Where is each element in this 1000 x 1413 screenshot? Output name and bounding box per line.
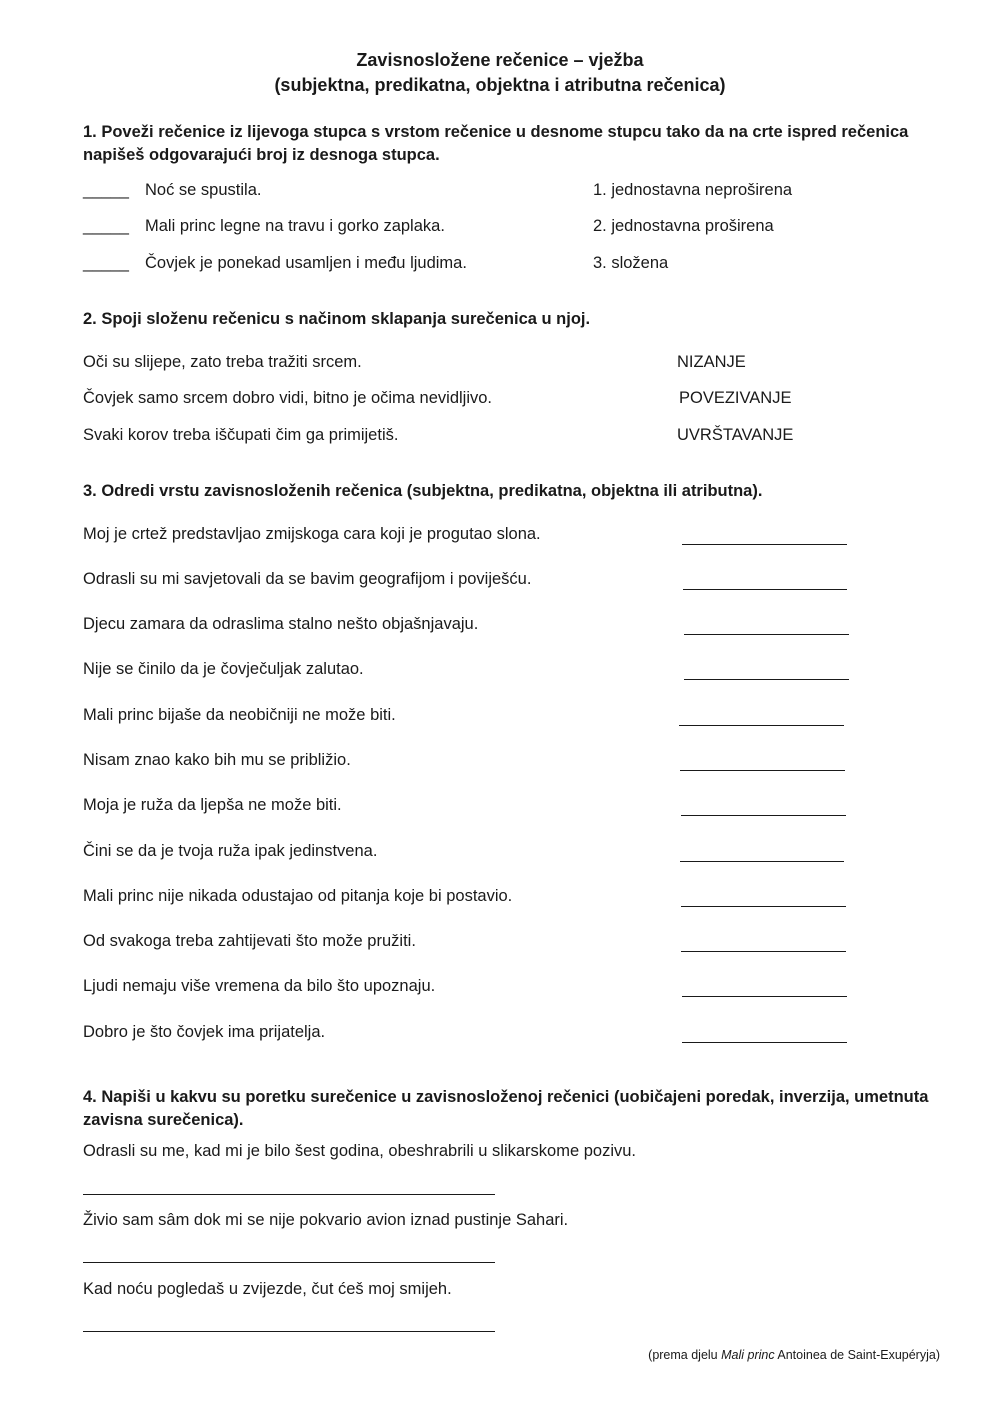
task3-sentence: Dobro je što čovjek ima prijatelja. xyxy=(83,1023,326,1041)
task4-sentence: Odrasli su me, kad mi je bilo šest godina, obeshrabrili u slikarskome pozivu. xyxy=(83,1142,636,1160)
task3-sentence: Nisam znao kako bih mu se približio. xyxy=(83,751,351,769)
task4-sentence: Kad noću pogledaš u zvijezde, čut ćeš moj smijeh. xyxy=(83,1280,452,1298)
task3-instruction: 3. Odredi vrstu zavisnosloženih rečenica (subjektna, predikatna, objektna ili atributna). xyxy=(83,482,763,500)
task4-instruction: 4. Napiši u kakvu su poretku surečenice u zavisnosloženoj rečenici (uobičajeni poredak, inverzija, umetnuta zavisna surečenica). xyxy=(83,1088,929,1129)
task1-sentence: Noć se spustila. xyxy=(145,181,262,199)
task2-method: NIZANJE xyxy=(677,353,746,371)
task2-method: UVRŠTAVANJE xyxy=(677,426,794,444)
task3-answer-line[interactable] xyxy=(681,890,846,907)
task3-answer-line[interactable] xyxy=(682,528,847,545)
task3-sentence: Mali princ nije nikada odustajao od pitanja koje bi postavio. xyxy=(83,887,513,905)
task3-sentence: Nije se činilo da je čovječuljak zalutao. xyxy=(83,660,364,678)
task2-sentence: Čovjek samo srcem dobro vidi, bitno je očima nevidljivo. xyxy=(83,389,493,407)
task3-answer-line[interactable] xyxy=(681,799,846,816)
task3-answer-line[interactable] xyxy=(684,618,849,635)
task3-answer-line[interactable] xyxy=(680,754,845,771)
task4-answer-line[interactable] xyxy=(83,1313,495,1332)
task3-answer-line[interactable] xyxy=(680,845,844,862)
task4-answer-line[interactable] xyxy=(83,1176,495,1195)
task1-blank[interactable]: _____ xyxy=(83,181,129,199)
task3-answer-line[interactable] xyxy=(683,573,847,590)
worksheet-subtitle: (subjektna, predikatna, objektna i atributna rečenica) xyxy=(274,75,726,95)
footnote-work-title: Mali princ xyxy=(721,1348,775,1362)
task3-answer-line[interactable] xyxy=(682,1026,847,1043)
task2-sentence: Svaki korov treba iščupati čim ga primijetiš. xyxy=(83,426,399,444)
task3-sentence: Moja je ruža da ljepša ne može biti. xyxy=(83,796,342,814)
task3-answer-line[interactable] xyxy=(681,935,846,952)
task3-sentence: Od svakoga treba zahtijevati što može pružiti. xyxy=(83,932,416,950)
task2-method: POVEZIVANJE xyxy=(679,389,792,407)
task3-sentence: Moj je crtež predstavljao zmijskoga cara koji je progutao slona. xyxy=(83,525,541,543)
task3-answer-line[interactable] xyxy=(682,980,847,997)
task1-type: 1. jednostavna neproširena xyxy=(593,181,793,199)
task1-type: 3. složena xyxy=(593,254,669,272)
task3-sentence: Odrasli su mi savjetovali da se bavim geografijom i poviješću. xyxy=(83,570,532,588)
task3-answer-line[interactable] xyxy=(679,709,844,726)
task1-instruction: 1. Poveži rečenice iz lijevoga stupca s vrstom rečenice u desnome stupcu tako da na crte ispred rečenica napišeš odgovarajući broj iz desnoga stupca. xyxy=(83,123,909,164)
source-footnote xyxy=(648,1348,940,1362)
task3-sentence: Djecu zamara da odraslima stalno nešto objašnjavaju. xyxy=(83,615,479,633)
task1-blank[interactable]: _____ xyxy=(83,254,129,272)
task2-instruction: 2. Spoji složenu rečenicu s načinom sklapanja surečenica u njoj. xyxy=(83,310,591,328)
task4-answer-line[interactable] xyxy=(83,1244,495,1263)
footnote-prefix: (prema djelu xyxy=(648,1348,722,1362)
task2-sentence: Oči su slijepe, zato treba tražiti srcem. xyxy=(83,353,362,371)
task3-sentence: Čini se da je tvoja ruža ipak jedinstvena. xyxy=(83,842,378,860)
task3-answer-line[interactable] xyxy=(684,663,849,680)
task3-sentence: Ljudi nemaju više vremena da bilo što upoznaju. xyxy=(83,977,436,995)
task1-type: 2. jednostavna proširena xyxy=(593,217,774,235)
task1-sentence: Mali princ legne na travu i gorko zaplaka. xyxy=(145,217,445,235)
task1-sentence: Čovjek je ponekad usamljen i među ljudima. xyxy=(145,254,467,272)
worksheet-title: Zavisnosložene rečenice – vježba xyxy=(356,50,644,70)
task3-sentence: Mali princ bijaše da neobičniji ne može biti. xyxy=(83,706,396,724)
footnote-author: Antoinea de Saint-Exupéryja) xyxy=(774,1348,940,1362)
task1-blank[interactable]: _____ xyxy=(83,217,129,235)
task4-sentence: Živio sam sâm dok mi se nije pokvario avion iznad pustinje Sahari. xyxy=(83,1211,569,1229)
